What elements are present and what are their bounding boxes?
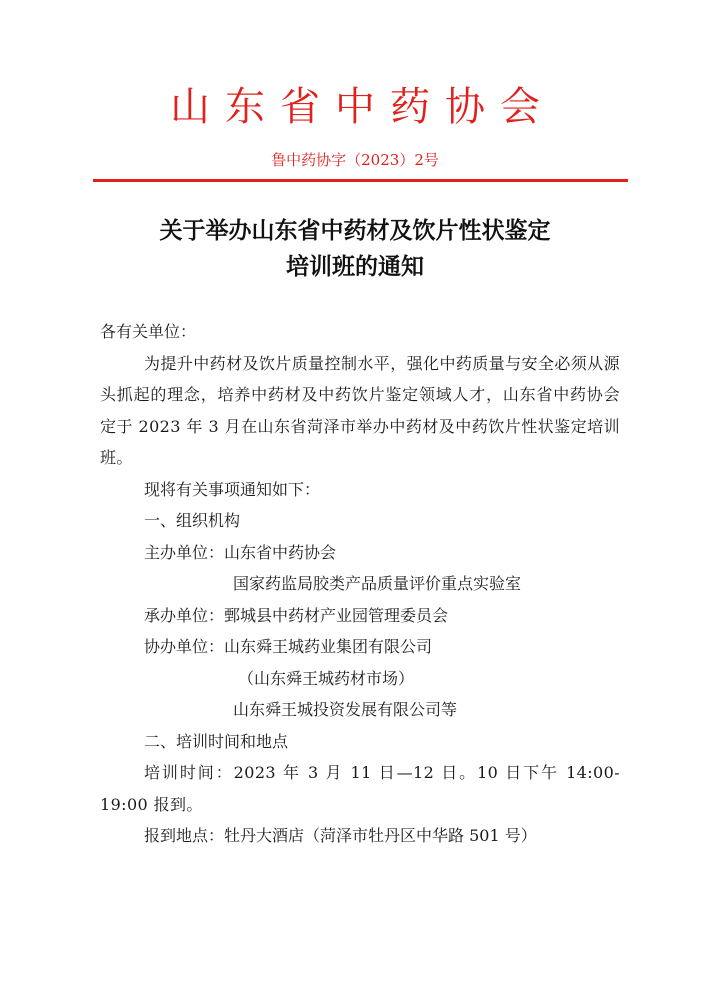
organizer-row <box>100 600 620 632</box>
co-organizer-value: 山东舜王城药业集团有限公司 <box>224 637 433 656</box>
red-divider <box>93 179 628 182</box>
host-value-2: 国家药监局胶类产品质量评价重点实验室 <box>233 574 522 593</box>
section-heading-time-place: 二、培训时间和地点 <box>144 731 289 751</box>
organizer-label: 承办单位： <box>144 605 225 625</box>
document-body <box>100 316 620 852</box>
co-organizer-label: 协办单位： <box>144 637 225 656</box>
co-organizer-row <box>100 631 620 663</box>
venue-row <box>100 820 620 852</box>
salutation: 各有关单位： <box>100 322 197 341</box>
organizer-value: 鄄城县中药材产业园管理委员会 <box>224 605 449 625</box>
intro-paragraph: 为提升中药材及饮片质量控制水平，强化中药质量与安全必须从源头抓起的理念，培养中药材及中药饮片鉴定领域人才，山东省中药协会定于 2023 年 3 月在山东省菏泽市举办中药材及中药饮片性状鉴定培训班。 <box>100 353 620 467</box>
section-heading-organization: 一、组织机构 <box>144 511 241 530</box>
place-value: 牡丹大酒店（菏泽市牡丹区中华路 501 号） <box>224 826 537 845</box>
title-line-1: 关于举办山东省中药材及饮片性状鉴定 <box>159 218 551 244</box>
training-time <box>100 757 620 820</box>
document-number: 鲁中药协字（2023）2号 <box>271 151 439 169</box>
time-value: 2023 年 3 月 11 日—12 日。10 日下午 14:00-19:00 报到。 <box>100 763 620 814</box>
notice-lead: 现将有关事项通知如下： <box>144 479 321 499</box>
host-value: 山东省中药协会 <box>224 542 337 562</box>
title-line-2: 培训班的通知 <box>286 254 424 280</box>
host-label: 主办单位： <box>144 542 225 562</box>
host-row <box>100 537 620 569</box>
organization-name: 山东省中药协会 <box>170 84 555 130</box>
time-label: 培训时间： <box>144 763 234 782</box>
place-label: 报到地点： <box>144 826 225 845</box>
document-title <box>0 213 710 285</box>
co-organizer-value-2: （山东舜王城药材市场） <box>238 668 415 688</box>
co-organizer-value-3: 山东舜王城投资发展有限公司等 <box>233 700 458 719</box>
